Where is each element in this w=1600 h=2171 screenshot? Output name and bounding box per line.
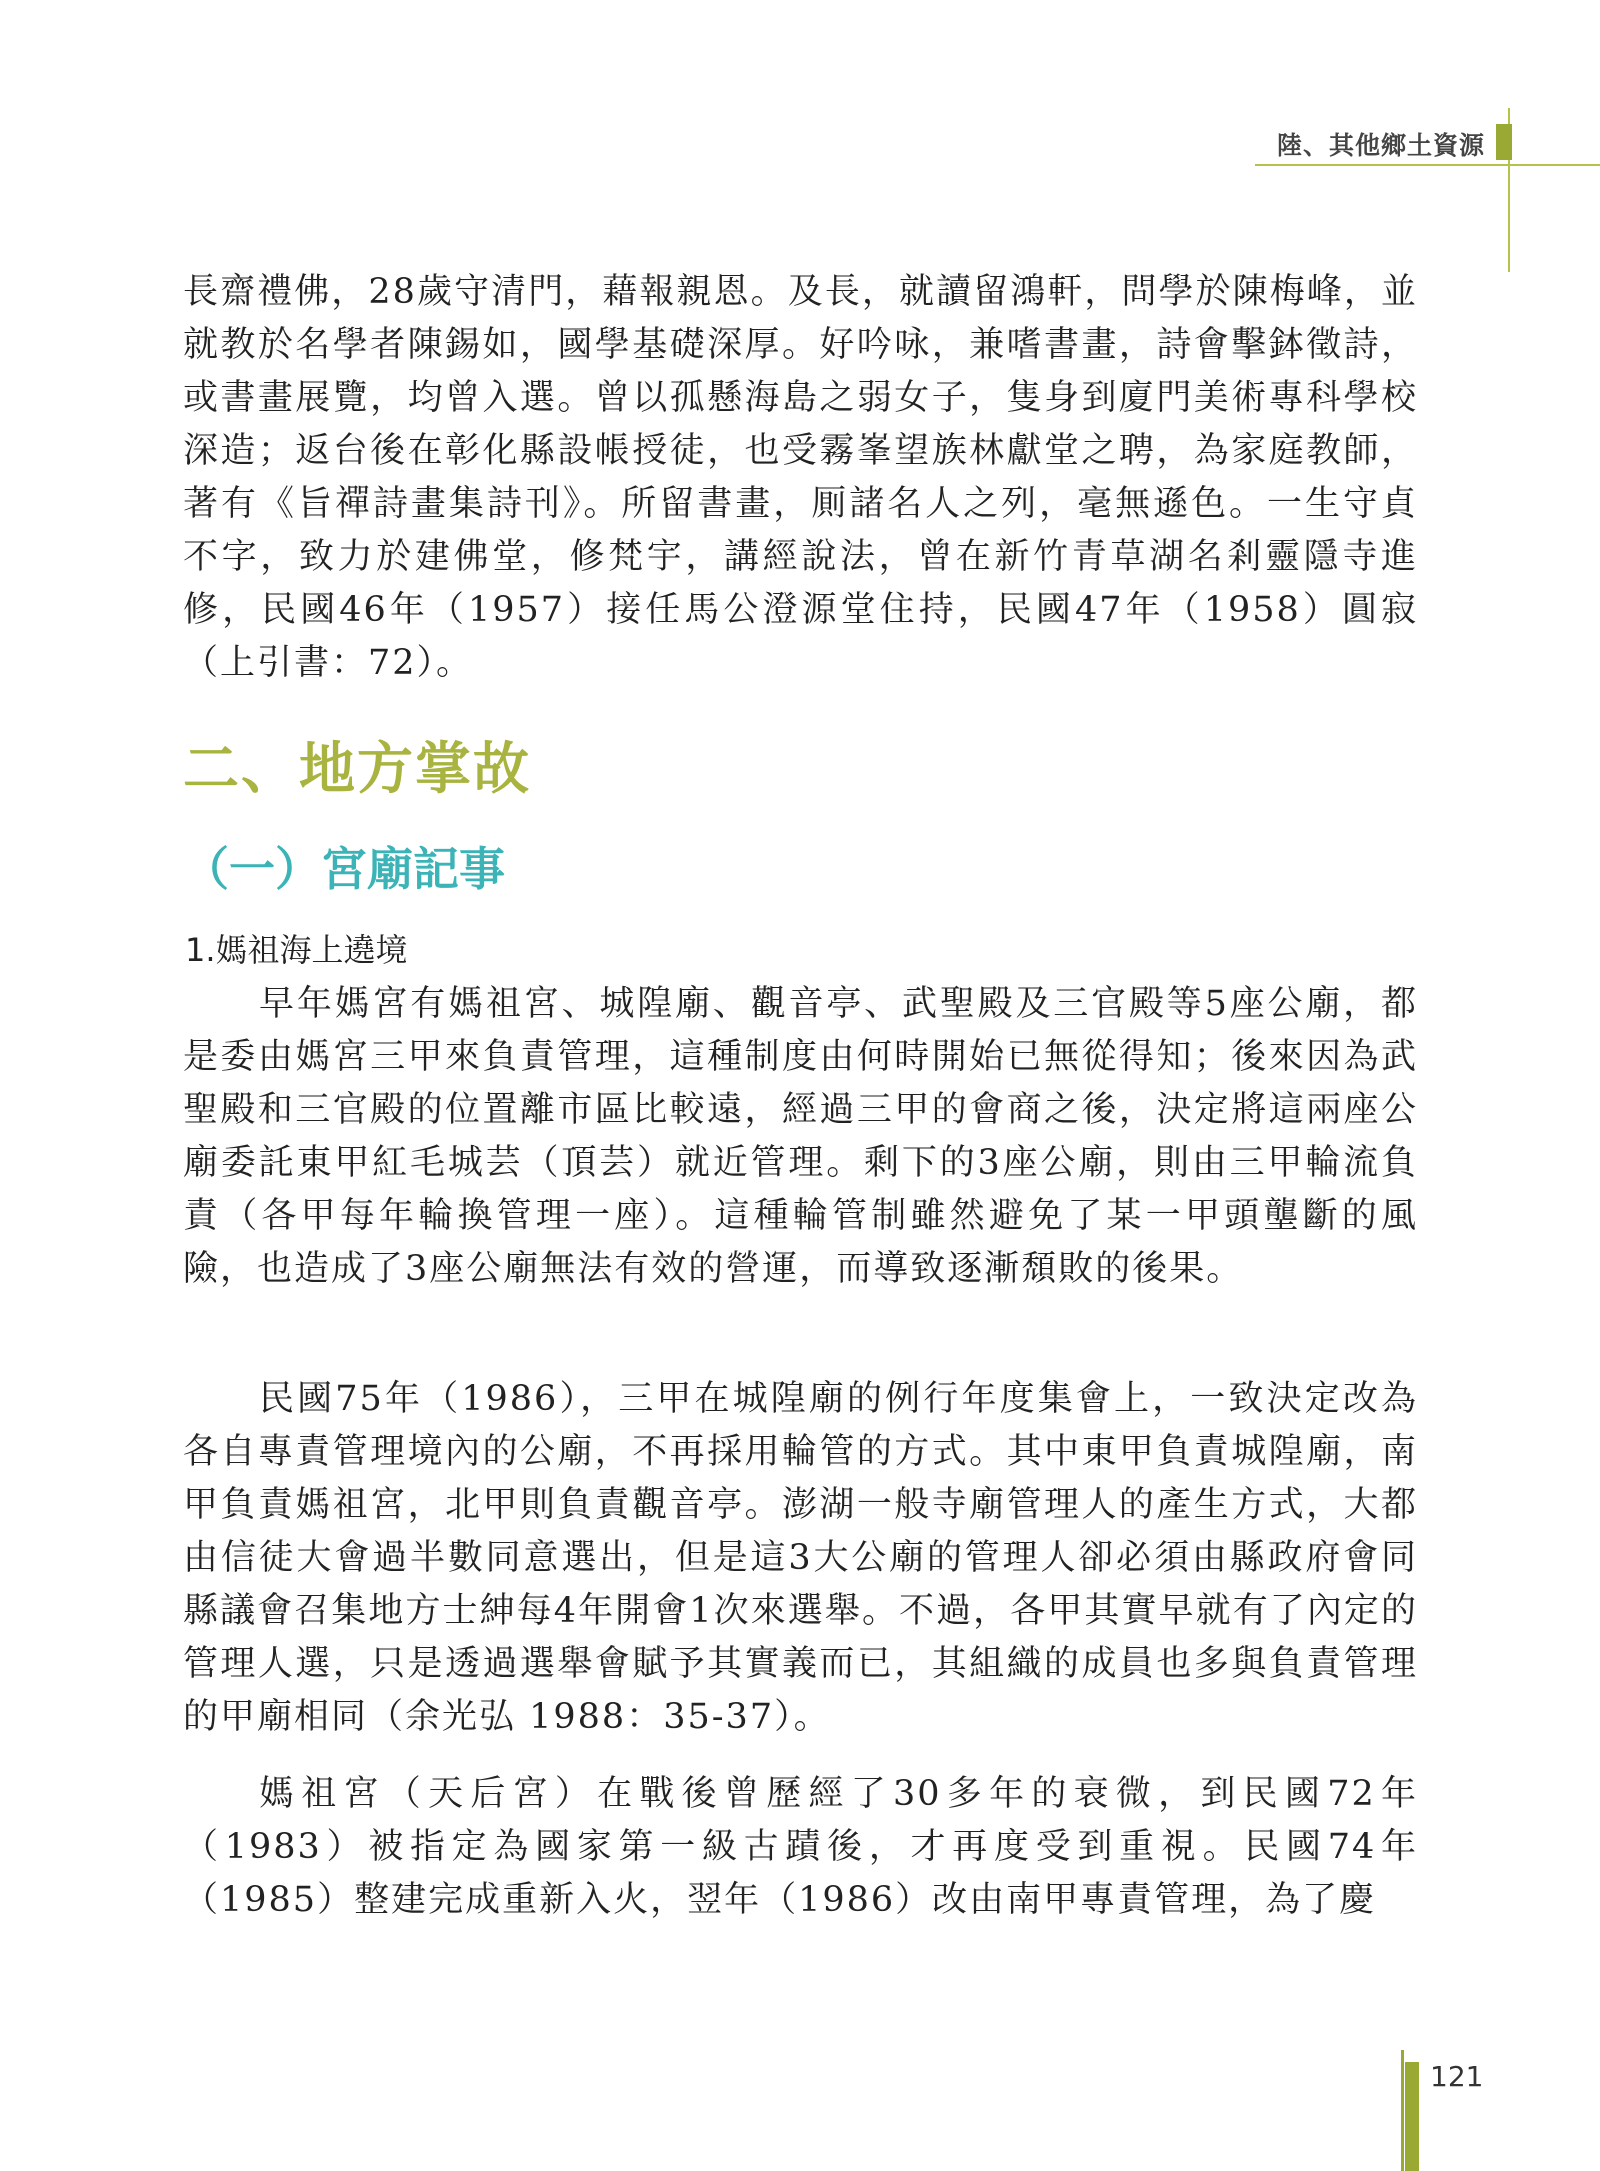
body-paragraph: 早年媽宮有媽祖宮、城隍廟、觀音亭、武聖殿及三官殿等5座公廟，都是委由媽宮三甲來負責管理，這種制度由何時開始已無從得知；後來因為武聖殿和三官殿的位置離市區比較遠，經過三甲的會商之後，決定將這兩座公廟委託東甲紅毛城芸（頂芸）就近管理。剩下的3座公廟，則由三甲輪流負責（各甲每年輪換管理一座）。這種輪管制雖然避免了某一甲頭壟斷的風險，也造成了3座公廟無法有效的營運，而導致逐漸頹敗的後果。 (183, 984, 1418, 1289)
intro-paragraph: 長齋禮佛，28歲守清門，藉報親恩。及長，就讀留鴻軒，問學於陳梅峰，並就教於名學者陳錫如，國學基礎深厚。好吟咏，兼嗜書畫，詩會擊鉢徵詩，或書畫展覽，均曾入選。曾以孤懸海島之弱女子，隻身到廈門美術專科學校深造；返台後在彰化縣設帳授徒，也受霧峯望族林獻堂之聘，為家庭教師，著有《旨禪詩畫集詩刊》。所留書畫，厠諸名人之列，毫無遜色。一生守貞不字，致力於建佛堂，修梵宇，講經說法，曾在新竹青草湖名剎靈隱寺進修，民國46年（1957）接任馬公澄源堂住持，民國47年（1958）圓寂（上引書：72）。 (183, 272, 1418, 683)
body-block-3 (183, 1768, 1418, 1927)
item-title: 1.媽祖海上遶境 (185, 931, 408, 969)
header-rule (1255, 164, 1600, 166)
footer-marker-block (1405, 2062, 1419, 2171)
body-paragraph: 民國75年（1986），三甲在城隍廟的例行年度集會上，一致決定改為各自專責管理境內的公廟，不再採用輪管的方式。其中東甲負責城隍廟，南甲負責媽祖宮，北甲則負責觀音亭。澎湖一般寺廟管理人的產生方式，大都由信徒大會過半數同意選出，但是這3大公廟的管理人卻必須由縣政府會同縣議會召集地方士紳每4年開會1次來選舉。不過，各甲其實早就有了內定的管理人選，只是透過選舉會賦予其實義而已，其組織的成員也多與負責管理的甲廟相同（余光弘 1988：35-37）。 (183, 1379, 1418, 1737)
body-paragraph: 媽祖宮（天后宮）在戰後曾歷經了30多年的衰微，到民國72年（1983）被指定為國家第一級古蹟後，才再度受到重視。民國74年（1985）整建完成重新入火，翌年（1986）改由南甲專責管理，為了慶 (183, 1774, 1418, 1920)
page-number: 121 (1430, 2060, 1484, 2093)
header-marker-block (1496, 124, 1512, 160)
body-block-2 (183, 1373, 1418, 1744)
section-title: 二、地方掌故 (183, 736, 531, 802)
running-title: 陸、其他鄉土資源 (1276, 131, 1485, 160)
footer-rule (1401, 2050, 1404, 2171)
intro-block (183, 266, 1418, 690)
subsection-title: （一）宮廟記事 (183, 842, 505, 896)
body-block-1 (183, 978, 1418, 1296)
